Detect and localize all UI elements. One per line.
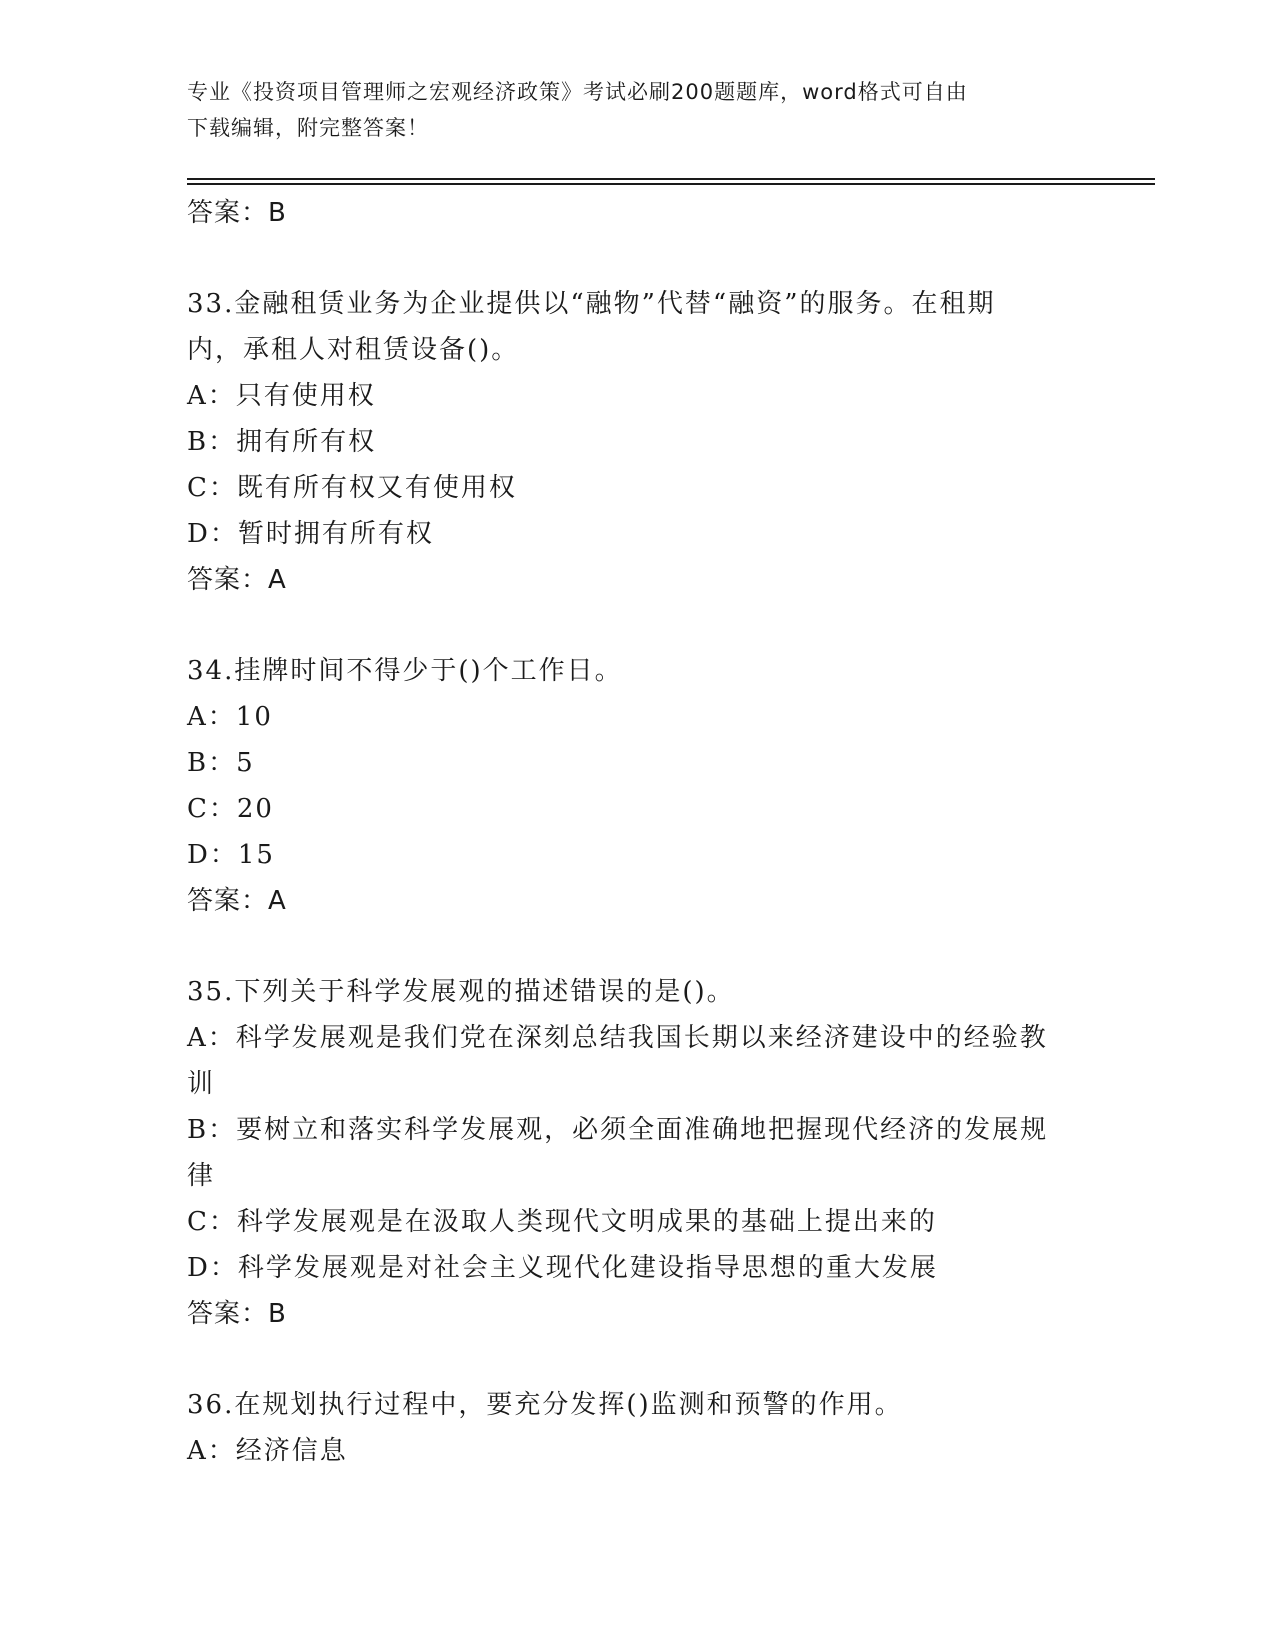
option-b-continued: 律 xyxy=(187,1161,216,1191)
answer-line: 答案：B xyxy=(187,198,287,228)
header-line-1: 专业《投资项目管理师之宏观经济政策》考试必刷200题题库，word格式可自由 xyxy=(187,80,968,104)
option-b: B：拥有所有权 xyxy=(187,427,377,457)
question-text: 34.挂牌时间不得少于()个工作日。 xyxy=(187,656,623,686)
option-a: A：科学发展观是我们党在深刻总结我国长期以来经济建设中的经验教 xyxy=(187,1023,1048,1053)
question-text: 36.在规划执行过程中，要充分发挥()监测和预警的作用。 xyxy=(187,1390,903,1420)
option-a-continued: 训 xyxy=(187,1069,216,1099)
question-text: 35.下列关于科学发展观的描述错误的是()。 xyxy=(187,977,735,1007)
option-b: B：5 xyxy=(187,748,255,778)
spacer xyxy=(187,236,1087,281)
option-a: A：只有使用权 xyxy=(187,381,376,411)
question-text: 33.金融租赁业务为企业提供以“融物”代替“融资”的服务。在租期 xyxy=(187,289,996,319)
question-block xyxy=(187,969,1087,1337)
spacer xyxy=(187,603,1087,648)
spacer xyxy=(187,924,1087,969)
answer-line: 答案：B xyxy=(187,1299,287,1329)
question-block xyxy=(187,281,1087,603)
option-c: C：既有所有权又有使用权 xyxy=(187,473,517,503)
option-a: A：10 xyxy=(187,702,273,732)
option-d: D：科学发展观是对社会主义现代化建设指导思想的重大发展 xyxy=(187,1253,938,1283)
answer-line: 答案：A xyxy=(187,886,287,916)
question-block xyxy=(187,648,1087,924)
question-text-continued: 内，承租人对租赁设备()。 xyxy=(187,335,520,365)
header-rule-bottom xyxy=(187,183,1155,185)
option-a: A：经济信息 xyxy=(187,1436,348,1466)
option-d: D：暂时拥有所有权 xyxy=(187,519,434,549)
option-c: C：科学发展观是在汲取人类现代文明成果的基础上提出来的 xyxy=(187,1207,937,1237)
option-c: C：20 xyxy=(187,794,274,824)
option-b: B：要树立和落实科学发展观，必须全面准确地把握现代经济的发展规 xyxy=(187,1115,1049,1145)
option-d: D：15 xyxy=(187,840,275,870)
page-header xyxy=(187,74,1067,146)
document-body xyxy=(187,190,1087,1474)
header-rule-top xyxy=(187,178,1155,180)
spacer xyxy=(187,1337,1087,1382)
header-line-2: 下载编辑，附完整答案！ xyxy=(187,116,429,140)
answer-line: 答案：A xyxy=(187,565,287,595)
question-block xyxy=(187,1382,1087,1474)
